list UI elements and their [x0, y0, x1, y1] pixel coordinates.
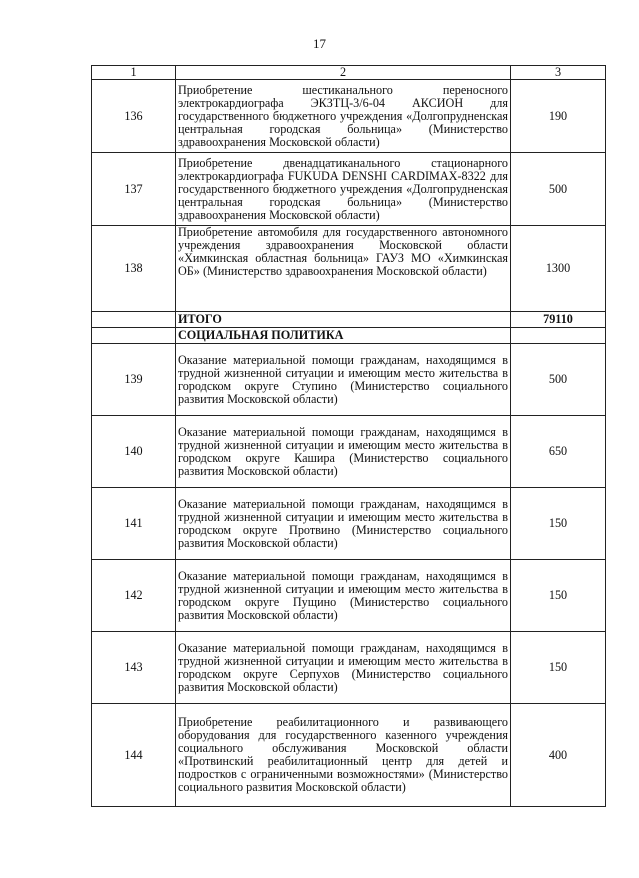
column-header-amount: 3 [511, 66, 606, 80]
row-amount: 1300 [511, 226, 606, 312]
row-description: Оказание материальной помощи гражданам, находящимся в трудной жизненной ситуации и имеющим место жительства в городском округе Ступино (Министерство социального развития Московской области) [176, 344, 511, 416]
row-amount: 150 [511, 560, 606, 632]
row-description: Оказание материальной помощи гражданам, находящимся в трудной жизненной ситуации и имеющим место жительства в городском округе Серпухов (Министерство социального развития Московской области) [176, 632, 511, 704]
row-amount: 190 [511, 80, 606, 153]
row-amount: 500 [511, 344, 606, 416]
table-row [92, 632, 606, 704]
table-row [92, 488, 606, 560]
page-number: 17 [313, 36, 326, 51]
column-header-description: 2 [176, 66, 511, 80]
total-row [92, 312, 606, 328]
table-row [92, 416, 606, 488]
row-number: 136 [92, 80, 176, 153]
table-row [92, 560, 606, 632]
row-amount: 150 [511, 632, 606, 704]
table-row [92, 704, 606, 807]
table-row [92, 226, 606, 312]
table-header-row [92, 66, 606, 80]
row-number: 139 [92, 344, 176, 416]
row-number: 140 [92, 416, 176, 488]
row-description: Оказание материальной помощи гражданам, находящимся в трудной жизненной ситуации и имеющим место жительства в городском округе Пущино (Министерство социального развития Московской области) [176, 560, 511, 632]
row-number: 137 [92, 153, 176, 226]
row-description: Приобретение шестиканального переносного электрокардиографа ЭКЗТЦ-3/6-04 АКСИОН для государственного бюджетного учреждения «Долгопрудненская центральная городская больница» (Министерство здравоохранения Московской области) [176, 80, 511, 153]
row-number: 143 [92, 632, 176, 704]
row-description: Приобретение автомобиля для государственного автономного учреждения здравоохранения Московской области «Химкинская областная больница» ГАУЗ МО «Химкинская ОБ» (Министерство здравоохранения Московской области) [176, 226, 511, 312]
row-amount: 500 [511, 153, 606, 226]
table-row [92, 80, 606, 153]
table-row [92, 153, 606, 226]
row-description: Приобретение реабилитационного и развивающего оборудования для государственного казенного учреждения социального обслуживания Московской области «Протвинский реабилитационный центр для детей и подростков с ограниченными возможностями» (Министерство социального развития Московской области) [176, 704, 511, 807]
total-amount: 79110 [511, 312, 606, 328]
row-amount: 650 [511, 416, 606, 488]
row-number: 144 [92, 704, 176, 807]
row-description: Оказание материальной помощи гражданам, находящимся в трудной жизненной ситуации и имеющим место жительства в городском округе Кашира (Министерство социального развития Московской области) [176, 416, 511, 488]
column-header-number: 1 [92, 66, 176, 80]
total-label: ИТОГО [176, 312, 511, 328]
row-description: Оказание материальной помощи гражданам, находящимся в трудной жизненной ситуации и имеющим место жительства в городском округе Протвино (Министерство социального развития Московской области) [176, 488, 511, 560]
row-description: Приобретение двенадцатиканального стационарного электрокардиографа FUKUDA DENSHI CARDIMAX-8322 для государственного бюджетного учреждения «Долгопрудненская центральная городская больница» (Министерство здравоохранения Московской области) [176, 153, 511, 226]
row-number: 142 [92, 560, 176, 632]
row-number: 138 [92, 226, 176, 312]
section-row [92, 328, 606, 344]
section-title: СОЦИАЛЬНАЯ ПОЛИТИКА [176, 328, 511, 344]
row-amount: 400 [511, 704, 606, 807]
budget-table [91, 65, 606, 807]
table-row [92, 344, 606, 416]
row-amount: 150 [511, 488, 606, 560]
row-number: 141 [92, 488, 176, 560]
